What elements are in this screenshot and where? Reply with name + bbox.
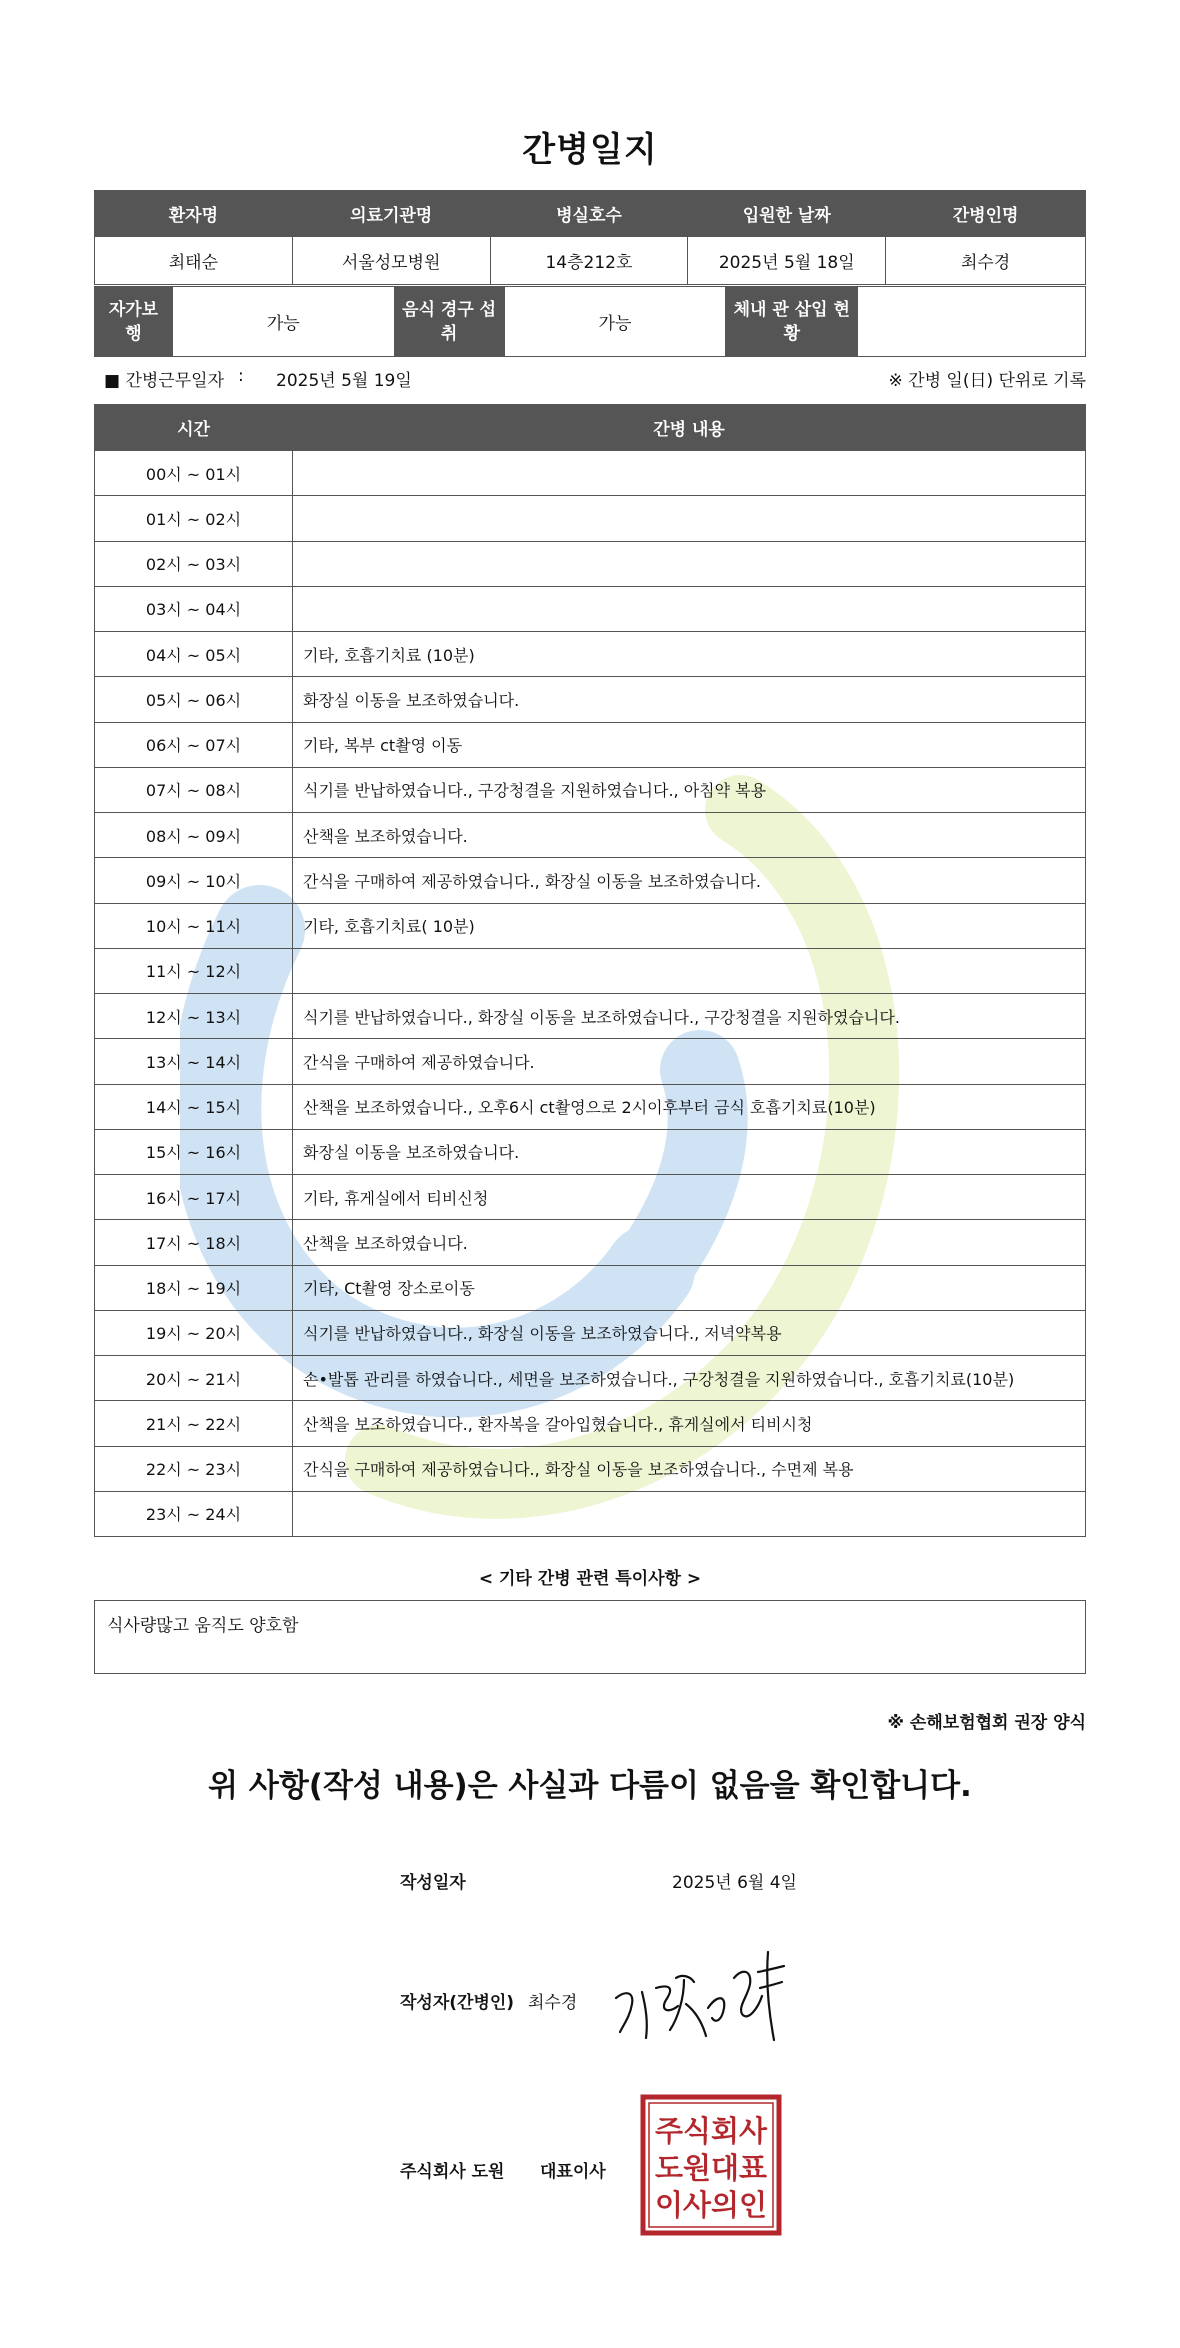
care-log-content: 기타, 복부 ct촬영 이동 <box>293 722 1086 767</box>
care-log-content: 산책을 보조하였습니다. <box>293 1220 1086 1265</box>
confirmation-statement: 위 사항(작성 내용)은 사실과 다름이 없음을 확인합니다. <box>208 1768 972 1804</box>
care-log-time: 05시 ~ 06시 <box>95 677 293 722</box>
care-log-content: 식기를 반납하였습니다., 구강청결을 지원하였습니다., 아침약 복용 <box>293 767 1086 812</box>
care-log-time: 00시 ~ 01시 <box>95 451 293 496</box>
duty-date-row <box>104 366 1086 396</box>
care-log-time: 15시 ~ 16시 <box>95 1129 293 1174</box>
care-log-time: 17시 ~ 18시 <box>95 1220 293 1265</box>
care-log-body <box>95 451 1086 1537</box>
care-log-row <box>95 1175 1086 1220</box>
hospital-value: 서울성모병원 <box>292 237 490 285</box>
care-log-time: 22시 ~ 23시 <box>95 1446 293 1491</box>
notes-title: < 기타 간병 관련 특이사항 > <box>478 1569 702 1589</box>
care-log-row <box>95 586 1086 631</box>
care-log-content <box>293 586 1086 631</box>
care-log-time: 07시 ~ 08시 <box>95 767 293 812</box>
care-log-row <box>95 994 1086 1039</box>
care-log-content <box>293 541 1086 586</box>
care-log-time: 02시 ~ 03시 <box>95 541 293 586</box>
care-log-content: 식기를 반납하였습니다., 화장실 이동을 보조하였습니다., 저녁약복용 <box>293 1310 1086 1355</box>
care-log-content: 산책을 보조하였습니다. <box>293 813 1086 858</box>
written-date-label: 작성일자 <box>400 1873 466 1893</box>
care-log-time: 01시 ~ 02시 <box>95 496 293 541</box>
seal-text-line-2: 도원대표 <box>654 2151 768 2185</box>
duty-date-value: 2025년 5월 19일 <box>276 371 412 391</box>
care-log-row <box>95 948 1086 993</box>
header-time: 시간 <box>95 405 293 451</box>
room-value: 14층212호 <box>490 237 688 285</box>
patient-info-value-row <box>95 237 1086 285</box>
care-log-row <box>95 1491 1086 1536</box>
condition-row <box>95 287 1086 357</box>
care-log-content: 기타, Ct촬영 장소로이동 <box>293 1265 1086 1310</box>
header-room: 병실호수 <box>490 191 688 237</box>
care-log-content <box>293 1491 1086 1536</box>
care-log-time: 13시 ~ 14시 <box>95 1039 293 1084</box>
care-log-content: 식기를 반납하였습니다., 화장실 이동을 보조하였습니다., 구강청결을 지원하였습니다. <box>293 994 1086 1039</box>
care-log-time: 23시 ~ 24시 <box>95 1491 293 1536</box>
duty-date-colon: : <box>238 366 244 386</box>
care-log-time: 11시 ~ 12시 <box>95 948 293 993</box>
care-log-row <box>95 1446 1086 1491</box>
duty-date-label: ■ 간병근무일자 <box>104 371 224 391</box>
care-log-row <box>95 541 1086 586</box>
care-log-row <box>95 496 1086 541</box>
care-log-time: 16시 ~ 17시 <box>95 1175 293 1220</box>
author-label: 작성자(간병인) <box>400 1993 515 2013</box>
care-log-time: 08시 ~ 09시 <box>95 813 293 858</box>
written-date-value: 2025년 6월 4일 <box>672 1873 797 1893</box>
document-title: 간병일지 <box>522 130 658 170</box>
care-log-content <box>293 948 1086 993</box>
seal-text-line-1: 주식회사 <box>654 2114 768 2148</box>
care-log-row <box>95 1220 1086 1265</box>
care-log-row <box>95 903 1086 948</box>
care-log-content: 기타, 휴게실에서 티비신청 <box>293 1175 1086 1220</box>
care-log-content: 화장실 이동을 보조하였습니다. <box>293 677 1086 722</box>
care-log-row <box>95 1265 1086 1310</box>
header-caregiver: 간병인명 <box>886 191 1086 237</box>
care-log-header-row <box>95 405 1086 451</box>
oral-intake-value: 가능 <box>504 287 726 357</box>
care-log-row <box>95 813 1086 858</box>
care-log-time: 10시 ~ 11시 <box>95 903 293 948</box>
patient-name-value: 최태순 <box>95 237 293 285</box>
care-log-time: 18시 ~ 19시 <box>95 1265 293 1310</box>
care-log-table <box>94 404 1086 1537</box>
care-log-content: 기타, 호흡기치료 (10분) <box>293 632 1086 677</box>
care-log-content <box>293 451 1086 496</box>
care-log-row <box>95 1401 1086 1446</box>
care-log-content <box>293 496 1086 541</box>
care-log-time: 12시 ~ 13시 <box>95 994 293 1039</box>
care-log-row <box>95 451 1086 496</box>
tube-status-value <box>858 287 1086 357</box>
care-log-time: 14시 ~ 15시 <box>95 1084 293 1129</box>
care-log-row <box>95 1039 1086 1084</box>
duty-note: ※ 간병 일(日) 단위로 기록 <box>888 371 1086 391</box>
care-log-row <box>95 1129 1086 1174</box>
notes-box <box>94 1600 1086 1674</box>
care-log-time: 21시 ~ 22시 <box>95 1401 293 1446</box>
ceo-label: 대표이사 <box>540 2162 606 2182</box>
tube-status-label: 체내 관 삽입 현황 <box>726 287 858 357</box>
care-log-time: 06시 ~ 07시 <box>95 722 293 767</box>
care-log-content: 손•발톱 관리를 하였습니다., 세면을 보조하였습니다., 구강청결을 지원하였습니다., 호흡기치료(10분) <box>293 1356 1086 1401</box>
header-hospital: 의료기관명 <box>292 191 490 237</box>
recommended-form-note: ※ 손해보험협회 권장 양식 <box>887 1713 1086 1733</box>
care-log-row <box>95 632 1086 677</box>
notes-text: 식사량많고 움직도 양호함 <box>107 1616 299 1636</box>
care-log-content: 산책을 보조하였습니다., 환자복을 갈아입혔습니다., 휴게실에서 티비시청 <box>293 1401 1086 1446</box>
care-log-row <box>95 1084 1086 1129</box>
care-log-row <box>95 1356 1086 1401</box>
care-log-content: 화장실 이동을 보조하였습니다. <box>293 1129 1086 1174</box>
care-log-row <box>95 767 1086 812</box>
care-log-time: 20시 ~ 21시 <box>95 1356 293 1401</box>
caregiver-value: 최수경 <box>886 237 1086 285</box>
header-admission-date: 입원한 날짜 <box>688 191 886 237</box>
care-log-content: 산책을 보조하였습니다., 오후6시 ct촬영으로 2시이후부터 금식 호흡기치료(10분) <box>293 1084 1086 1129</box>
patient-info-header-row <box>95 191 1086 237</box>
patient-info-table <box>94 190 1086 285</box>
care-log-content: 간식을 구매하여 제공하였습니다., 화장실 이동을 보조하였습니다. <box>293 858 1086 903</box>
care-log-time: 03시 ~ 04시 <box>95 586 293 631</box>
care-log-row <box>95 722 1086 767</box>
header-content: 간병 내용 <box>293 405 1086 451</box>
handwritten-signature <box>612 1948 788 2044</box>
care-log-time: 19시 ~ 20시 <box>95 1310 293 1355</box>
walking-value: 가능 <box>172 287 394 357</box>
walking-label: 자가보행 <box>95 287 173 357</box>
seal-text-line-3: 이사의인 <box>654 2188 768 2222</box>
care-log-time: 04시 ~ 05시 <box>95 632 293 677</box>
company-label: 주식회사 도원 <box>400 2162 505 2182</box>
condition-table <box>94 286 1086 357</box>
author-name: 최수경 <box>528 1993 578 2013</box>
company-seal <box>640 2094 782 2236</box>
care-log-row <box>95 858 1086 903</box>
care-log-content: 기타, 호흡기치료( 10분) <box>293 903 1086 948</box>
care-log-row <box>95 1310 1086 1355</box>
care-log-time: 09시 ~ 10시 <box>95 858 293 903</box>
care-log-content: 간식을 구매하여 제공하였습니다. <box>293 1039 1086 1084</box>
admission-date-value: 2025년 5월 18일 <box>688 237 886 285</box>
care-log-row <box>95 677 1086 722</box>
oral-intake-label: 음식 경구 섭취 <box>394 287 504 357</box>
header-patient-name: 환자명 <box>95 191 293 237</box>
care-log-content: 간식을 구매하여 제공하였습니다., 화장실 이동을 보조하였습니다., 수면제 복용 <box>293 1446 1086 1491</box>
